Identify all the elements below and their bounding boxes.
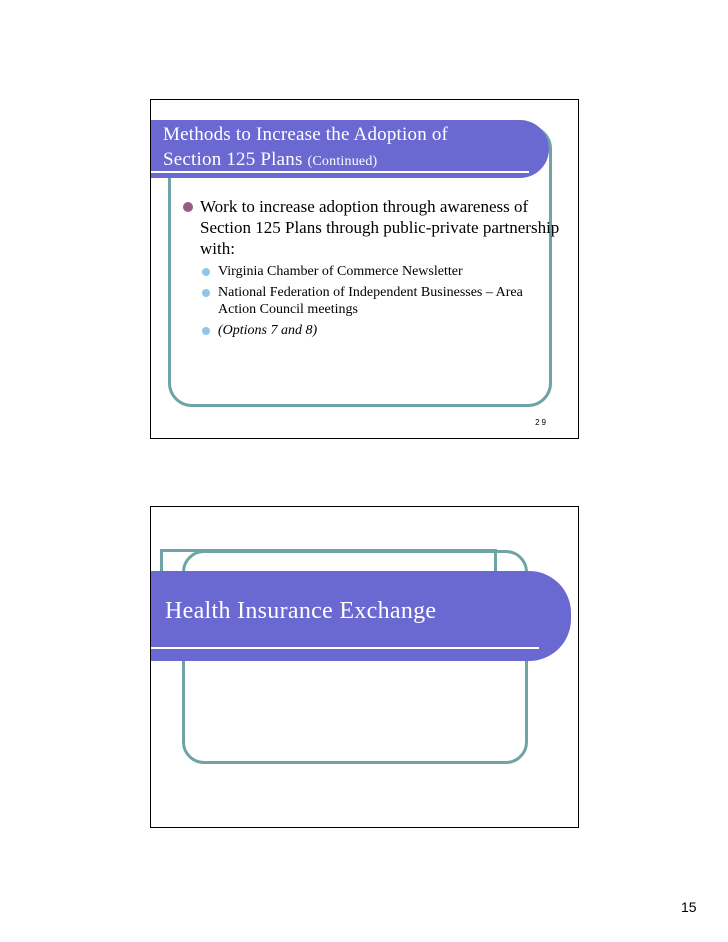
main-bullet	[181, 196, 561, 259]
slide-title-line2	[163, 147, 448, 174]
sub-bullet	[200, 284, 561, 318]
sub-bullet-dot-icon	[202, 268, 210, 276]
sub-bullet-text: Virginia Chamber of Commerce Newsletter	[218, 264, 463, 279]
slide-title	[163, 122, 448, 174]
bullet-dot-icon	[183, 202, 193, 212]
sub-bullet-dot-icon	[202, 327, 210, 335]
sub-bullet-dot-icon	[202, 289, 210, 297]
slide-number: 29	[535, 418, 548, 427]
slide-title-line1: Methods to Increase the Adoption of	[163, 124, 449, 145]
slide-title: Health Insurance Exchange	[165, 598, 437, 624]
sub-bullet-text: National Federation of Independent Businesses – Area Action Council meetings	[218, 285, 523, 317]
sub-bullet	[200, 322, 561, 339]
slide-title-line2-text: Section 125 Plans	[163, 149, 303, 170]
slide-29	[150, 99, 579, 439]
slide-title-suffix: (Continued)	[307, 154, 378, 169]
sub-bullet-text: (Options 7 and 8)	[218, 323, 318, 338]
sub-bullet-list	[181, 263, 561, 339]
page-number: 15	[681, 899, 697, 915]
slide-health-insurance-exchange	[150, 506, 579, 828]
title-underline	[151, 647, 539, 649]
bullet-list	[181, 196, 561, 343]
main-bullet-text: Work to increase adoption through awareness of Section 125 Plans through public-private partnership with:	[200, 197, 560, 258]
sub-bullet	[200, 263, 561, 280]
